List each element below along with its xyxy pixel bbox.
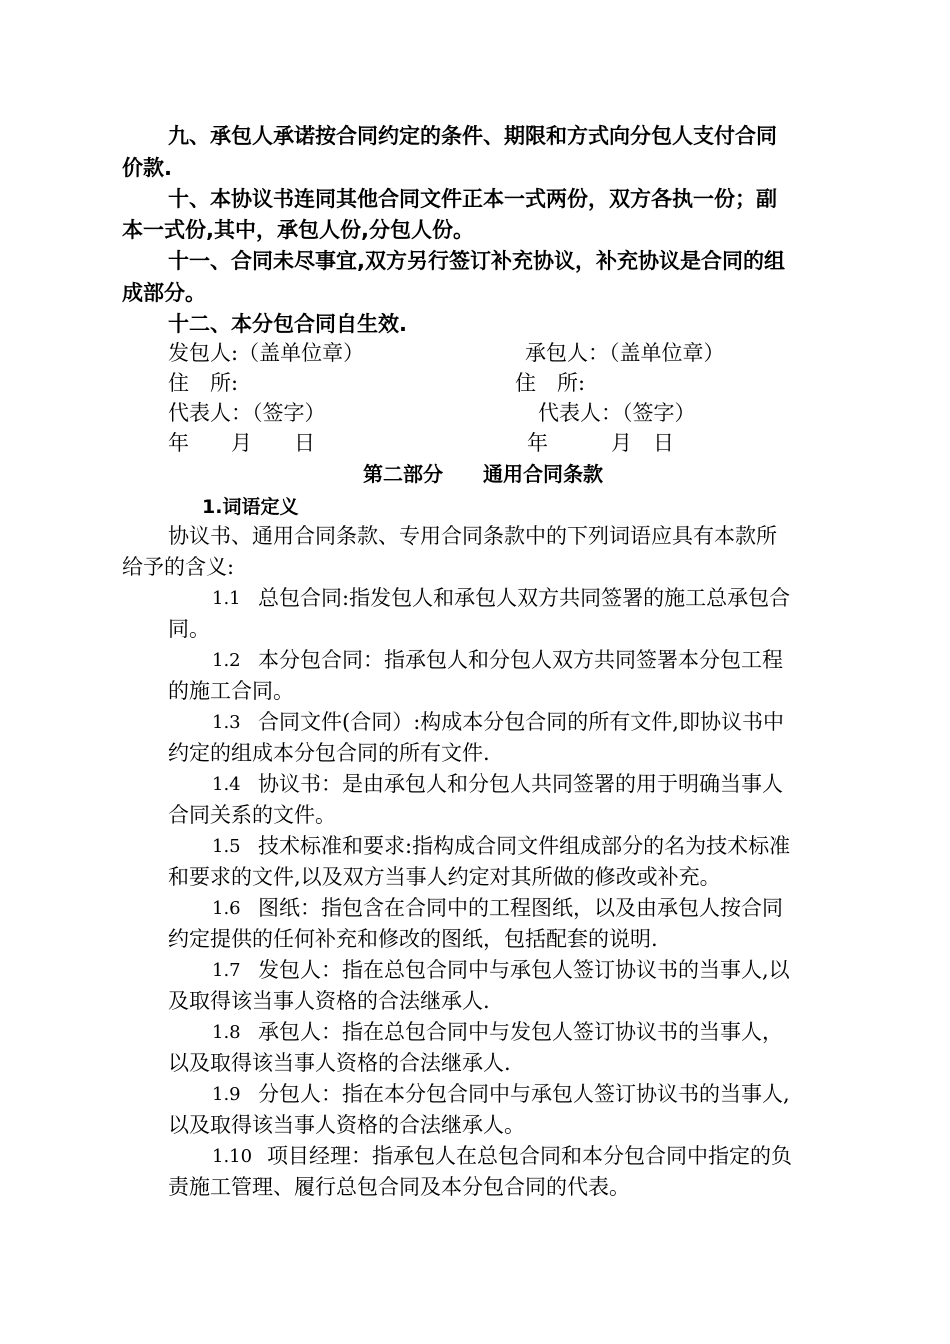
- definition-line2: 约定提供的任何补充和修改的图纸，包括配套的说明.: [168, 927, 658, 951]
- definition-number: 1.7: [212, 960, 241, 981]
- definition-line2: 及取得该当事人资格的合法继承人.: [168, 989, 490, 1013]
- definition-number: 1.3: [212, 712, 241, 733]
- definition-line2: 同。: [168, 617, 210, 641]
- definition-line1: 总包合同:指发包人和承包人双方共同签署的施工总承包合: [258, 586, 791, 610]
- item9-line1: 九、承包人承诺按合同约定的条件、期限和方式向分包人支付合同: [168, 124, 777, 148]
- definition-line2: 和要求的文件,以及双方当事人约定对其所做的修改或补充。: [168, 865, 721, 889]
- definition-line2: 责施工管理、履行总包合同及本分包合同的代表。: [168, 1175, 630, 1199]
- contractor-date: 年 月 日: [527, 431, 674, 455]
- contractor-seal: 承包人：（盖单位章）: [525, 341, 725, 365]
- definition-line2: 以及取得该当事人资格的合法继承人。: [168, 1113, 525, 1137]
- contractor-address: 住 所:: [515, 371, 586, 395]
- definition-line1: 合同文件(合同）:构成本分包合同的所有文件,即协议书中: [258, 710, 784, 734]
- item9-line2: 价款.: [122, 156, 172, 180]
- employer-date: 年 月 日: [168, 431, 315, 455]
- part-two-title: 第二部分 通用合同条款: [363, 462, 603, 486]
- employer-representative: 代表人：（签字）: [168, 401, 326, 425]
- intro-line1: 协议书、通用合同条款、专用合同条款中的下列词语应具有本款所: [168, 524, 777, 548]
- definition-line1: 承包人：指在总包合同中与发包人签订协议书的当事人，: [258, 1020, 783, 1044]
- item12: 十二、本分包合同自生效.: [168, 312, 407, 336]
- definition-number: 1.1: [212, 588, 241, 609]
- contractor-representative: 代表人：（签字）: [538, 401, 696, 425]
- definition-number: 1.6: [212, 898, 241, 919]
- definition-line2: 合同关系的文件。: [168, 803, 336, 827]
- definition-line1: 技术标准和要求:指构成合同文件组成部分的名为技术标准: [258, 834, 791, 858]
- employer-seal: 发包人:（盖单位章）: [168, 341, 365, 365]
- definition-line1: 图纸：指包含在合同中的工程图纸，以及由承包人按合同: [258, 896, 783, 920]
- employer-address: 住 所:: [168, 371, 239, 395]
- intro-line2: 给予的含义:: [122, 555, 235, 579]
- definition-number: 1.5: [212, 836, 241, 857]
- item10-line1: 十、本协议书连同其他合同文件正本一式两份，双方各执一份；副: [168, 187, 777, 211]
- definition-line2: 的施工合同。: [168, 679, 294, 703]
- definition-number: 1.10: [212, 1146, 253, 1167]
- definition-line1: 发包人：指在总包合同中与承包人签订协议书的当事人,以: [258, 958, 790, 982]
- definition-number: 1.4: [212, 774, 241, 795]
- definition-line1: 分包人：指在本分包合同中与承包人签订协议书的当事人,: [258, 1082, 790, 1106]
- item10-line2: 本一式份,其中，承包人份,分包人份。: [122, 218, 474, 242]
- item11-line2: 成部分。: [122, 281, 206, 305]
- definition-line2: 以及取得该当事人资格的合法继承人.: [168, 1051, 511, 1075]
- definition-line1: 协议书：是由承包人和分包人共同签署的用于明确当事人: [258, 772, 783, 796]
- definition-line1: 项目经理：指承包人在总包合同和本分包合同中指定的负: [267, 1144, 792, 1168]
- definition-line1: 本分包合同：指承包人和分包人双方共同签署本分包工程: [258, 648, 783, 672]
- definition-number: 1.9: [212, 1084, 241, 1105]
- definition-number: 1.8: [212, 1022, 241, 1043]
- item11-line1: 十一、合同未尽事宜,双方另行签订补充协议，补充协议是合同的组: [168, 249, 785, 273]
- definition-number: 1.2: [212, 650, 241, 671]
- section1-heading: 1.词语定义: [202, 496, 299, 518]
- definition-line2: 约定的组成本分包合同的所有文件.: [168, 741, 490, 765]
